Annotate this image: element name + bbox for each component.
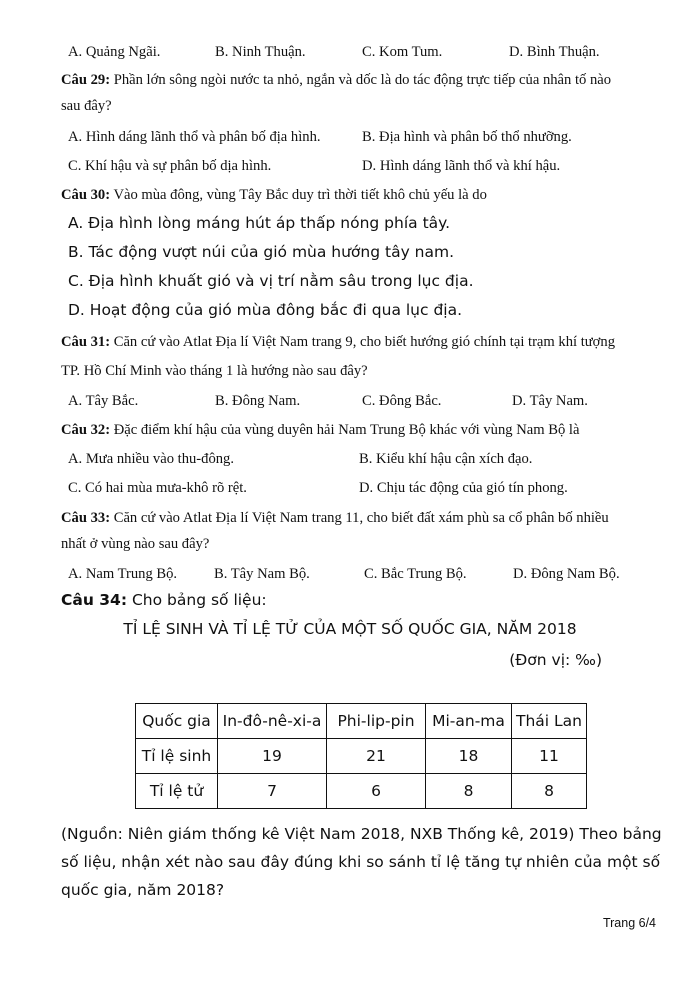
data-table <box>135 703 587 809</box>
q30-option-b: B. Tác động vượt núi của gió mùa hướng tây nam. <box>68 243 455 261</box>
q32-option-d: D. Chịu tác động của gió tín phong. <box>359 480 568 496</box>
q31-option-d: D. Tây Nam. <box>512 393 588 409</box>
header-cell: Quốc gia <box>136 704 218 739</box>
question-label: Câu 33: <box>61 510 111 526</box>
question-stem: Căn cứ vào Atlat Địa lí Việt Nam trang 9, cho biết hướng gió chính tại trạm khí tượng <box>110 334 615 350</box>
question-label: Câu 30: <box>61 187 111 203</box>
table-row <box>136 774 587 809</box>
table-cell: 8 <box>512 774 587 809</box>
question-stem-continued: sau đây? <box>61 98 112 114</box>
q30-option-c: C. Địa hình khuất gió và vị trí nằm sâu trong lục địa. <box>68 272 474 290</box>
question-stem-continued: nhất ở vùng nào sau đây? <box>61 536 210 552</box>
question-stem: Phần lớn sông ngòi nước ta nhỏ, ngắn và dốc là do tác động trực tiếp của nhân tố nào <box>110 72 612 88</box>
q29-option-c: C. Khí hậu và sự phân bố dịa hình. <box>68 158 272 174</box>
row-label-cell: Tỉ lệ sinh <box>136 739 218 774</box>
source-text-continued: số liệu, nhận xét nào sau đây đúng khi so sánh tỉ lệ tăng tự nhiên của một số <box>61 853 661 871</box>
q32-option-c: C. Có hai mùa mưa-khô rõ rệt. <box>68 480 247 496</box>
table-cell: 11 <box>512 739 587 774</box>
source-text: (Nguồn: Niên giám thống kê Việt Nam 2018, NXB Thống kê, 2019) Theo bảng <box>61 825 662 843</box>
q29-option-b: B. Địa hình và phân bố thổ nhưỡng. <box>362 129 572 145</box>
q28-option-d: D. Bình Thuận. <box>509 44 600 60</box>
question-stem: Đặc điểm khí hậu của vùng duyên hải Nam Trung Bộ khác với vùng Nam Bộ là <box>110 422 580 438</box>
table-title: TỈ LỆ SINH VÀ TỈ LỆ TỬ CỦA MỘT SỐ QUỐC GIA, NĂM 2018 <box>123 620 577 638</box>
q33-option-b: B. Tây Nam Bộ. <box>214 566 310 582</box>
q31-option-b: B. Đông Nam. <box>215 393 301 409</box>
q33-option-a: A. Nam Trung Bộ. <box>68 566 178 582</box>
question-stem-continued: TP. Hồ Chí Minh vào tháng 1 là hướng nào sau đây? <box>61 363 368 379</box>
header-cell: Phi-lip-pin <box>327 704 426 739</box>
page-number: Trang 6/4 <box>602 916 656 930</box>
q28-option-a: A. Quảng Ngãi. <box>68 44 161 60</box>
q28-option-c: C. Kom Tum. <box>362 44 443 60</box>
table-cell: 6 <box>327 774 426 809</box>
question-label: Câu 31: <box>61 334 111 350</box>
question-stem: Vào mùa đông, vùng Tây Bắc duy trì thời tiết khô chủ yếu là do <box>110 187 487 203</box>
table-cell: 8 <box>426 774 512 809</box>
q30-option-d: D. Hoạt động của gió mùa đông bắc đi qua lục địa. <box>68 301 463 319</box>
question-label: Câu 32: <box>61 422 111 438</box>
table-header-row <box>136 704 587 739</box>
question-stem: Cho bảng số liệu: <box>127 591 267 609</box>
table-cell: 19 <box>218 739 327 774</box>
q31-option-c: C. Đông Bắc. <box>362 393 442 409</box>
q33-option-d: D. Đông Nam Bộ. <box>513 566 620 582</box>
table-cell: 21 <box>327 739 426 774</box>
row-label-cell: Tỉ lệ tử <box>136 774 218 809</box>
table-unit: (Đơn vị: ‰) <box>509 651 602 669</box>
q32-option-a: A. Mưa nhiều vào thu-đông. <box>68 451 234 467</box>
q29-option-d: D. Hình dáng lãnh thổ và khí hậu. <box>362 158 561 174</box>
header-cell: Thái Lan <box>512 704 587 739</box>
q29-option-a: A. Hình dáng lãnh thổ và phân bố địa hình. <box>68 129 321 145</box>
q30-option-a: A. Địa hình lòng máng hút áp thấp nóng phía tây. <box>68 214 451 232</box>
question-stem: Căn cứ vào Atlat Địa lí Việt Nam trang 11, cho biết đất xám phù sa cổ phân bố nhiều <box>110 510 609 526</box>
source-text-continued: quốc gia, năm 2018? <box>61 881 225 899</box>
q31-option-a: A. Tây Bắc. <box>68 393 139 409</box>
q28-option-b: B. Ninh Thuận. <box>215 44 306 60</box>
question-label: Câu 34: <box>61 591 128 609</box>
table-cell: 18 <box>426 739 512 774</box>
header-cell: In-đô-nê-xi-a <box>218 704 327 739</box>
table-cell: 7 <box>218 774 327 809</box>
header-cell: Mi-an-ma <box>426 704 512 739</box>
q32-option-b: B. Kiểu khí hậu cận xích đạo. <box>359 451 533 467</box>
q33-option-c: C. Bắc Trung Bộ. <box>364 566 467 582</box>
question-label: Câu 29: <box>61 72 111 88</box>
table-row <box>136 739 587 774</box>
